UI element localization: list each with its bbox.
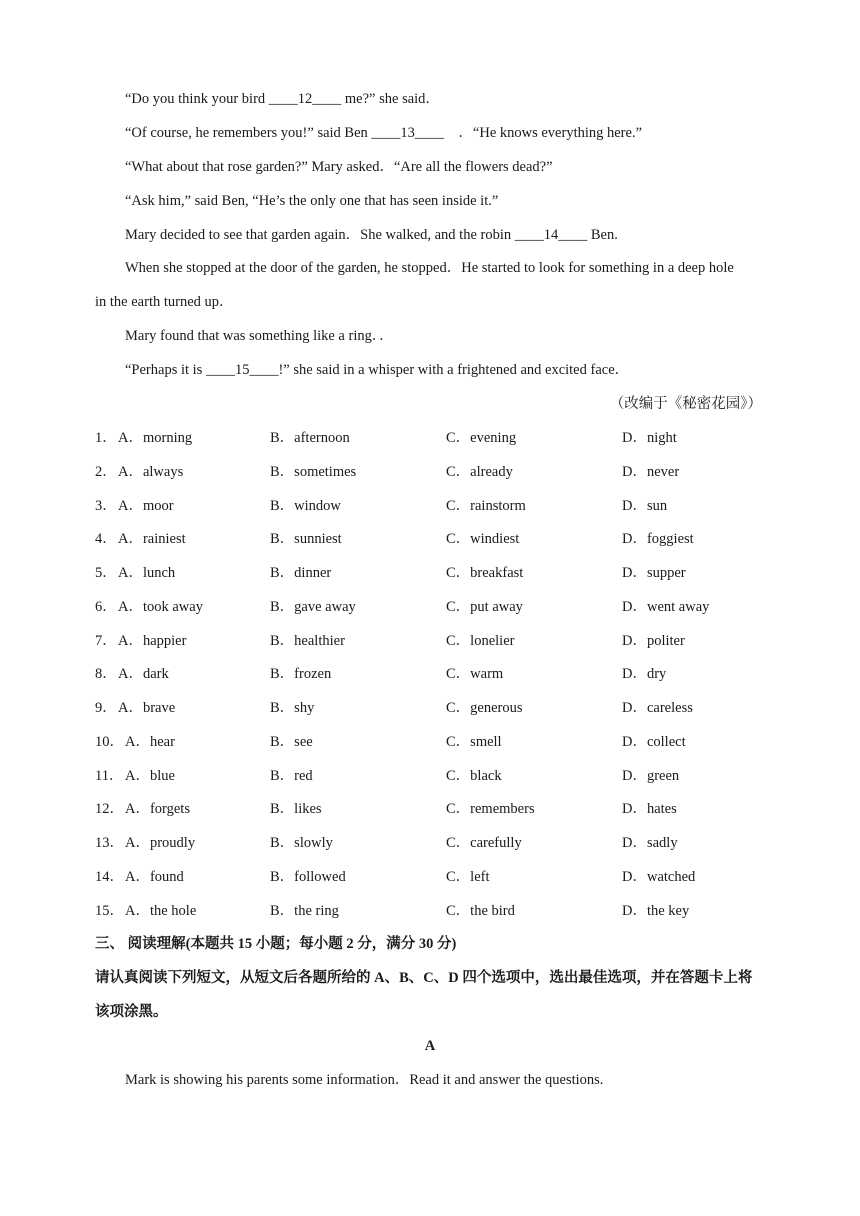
question-number: 3． <box>95 498 117 514</box>
option-c: C．warm <box>446 666 504 682</box>
passage-line: “Of course, he remembers you!” said Ben ____13____ ．“He knows everything here.” <box>125 125 643 141</box>
option-row <box>0 527 860 551</box>
option-d: D．careless <box>622 700 693 716</box>
option-d: D．hates <box>622 801 677 817</box>
passage-line: in the earth turned up． <box>95 294 234 310</box>
option-a: A．found <box>125 869 184 885</box>
passage-line: “What about that rose garden?” Mary asked．“Are all the flowers dead?” <box>125 159 553 175</box>
option-b: B．window <box>270 498 341 514</box>
option-row <box>0 494 860 518</box>
option-b: B．slowly <box>270 835 333 851</box>
option-b: B．dinner <box>270 565 332 581</box>
option-row <box>0 561 860 585</box>
question-number: 8． <box>95 666 117 682</box>
question-number: 5． <box>95 565 117 581</box>
passage-line: “Ask him,” said Ben, “He’s the only one that has seen inside it.” <box>125 193 499 209</box>
option-d: D．watched <box>622 869 696 885</box>
question-number: 1． <box>95 430 117 446</box>
option-a: A．rainiest <box>118 531 186 547</box>
option-c: C．windiest <box>446 531 520 547</box>
option-d: D．sadly <box>622 835 678 851</box>
option-c: C．generous <box>446 700 523 716</box>
option-c: C．put away <box>446 599 523 615</box>
option-d: D．the key <box>622 903 690 919</box>
option-a: A．proudly <box>125 835 196 851</box>
option-c: C．smell <box>446 734 502 750</box>
passage-line: When she stopped at the door of the garden, he stopped．He started to look for something in a deep hole <box>125 260 734 276</box>
passage-line: “Do you think your bird ____12____ me?” she said． <box>125 91 440 107</box>
question-number: 11． <box>95 768 124 784</box>
question-number: 7． <box>95 633 117 649</box>
option-b: B．the ring <box>270 903 339 919</box>
option-b: B．likes <box>270 801 322 817</box>
option-c: C．left <box>446 869 490 885</box>
passage-line: Mary decided to see that garden again．She walked, and the robin ____14____ Ben. <box>125 227 618 243</box>
option-a: A．took away <box>118 599 203 615</box>
option-b: B．gave away <box>270 599 356 615</box>
option-a: A．the hole <box>125 903 197 919</box>
passage-label: A <box>424 1038 436 1054</box>
option-a: A．hear <box>125 734 175 750</box>
option-b: B．sometimes <box>270 464 357 480</box>
option-c: C．black <box>446 768 502 784</box>
option-d: D．night <box>622 430 677 446</box>
option-row <box>0 831 860 855</box>
option-a: A．brave <box>118 700 176 716</box>
question-number: 12． <box>95 801 124 817</box>
option-b: B．red <box>270 768 313 784</box>
question-number: 9． <box>95 700 117 716</box>
question-number: 10． <box>95 734 124 750</box>
question-number: 6． <box>95 599 117 615</box>
passage-line: “Perhaps it is ____15____!” she said in a whisper with a frightened and excited face． <box>125 362 630 378</box>
option-row <box>0 764 860 788</box>
option-b: B．afternoon <box>270 430 350 446</box>
option-row <box>0 696 860 720</box>
option-d: D．sun <box>622 498 668 514</box>
option-b: B．followed <box>270 869 346 885</box>
option-c: C．lonelier <box>446 633 515 649</box>
option-b: B．sunniest <box>270 531 342 547</box>
option-b: B．healthier <box>270 633 345 649</box>
option-b: B．frozen <box>270 666 332 682</box>
option-row <box>0 730 860 754</box>
question-number: 2． <box>95 464 117 480</box>
question-number: 15． <box>95 903 124 919</box>
option-a: A．moor <box>118 498 174 514</box>
option-d: D．foggiest <box>622 531 694 547</box>
option-d: D．supper <box>622 565 686 581</box>
option-d: D．collect <box>622 734 686 750</box>
option-d: D．dry <box>622 666 667 682</box>
option-c: C．remembers <box>446 801 535 817</box>
question-number: 14． <box>95 869 124 885</box>
passage-intro: Mark is showing his parents some information．Read it and answer the questions. <box>125 1072 604 1088</box>
option-row <box>0 426 860 450</box>
instructions-line: 请认真阅读下列短文，从短文后各题所给的 A、B、C、D 四个选项中，选出最佳选项，并在答题卡上将 <box>95 970 753 986</box>
instructions-line: 该项涂黑。 <box>95 1004 168 1020</box>
option-row <box>0 797 860 821</box>
question-number: 4． <box>95 531 117 547</box>
option-row <box>0 629 860 653</box>
option-a: A．always <box>118 464 184 480</box>
option-b: B．see <box>270 734 313 750</box>
option-a: A．happier <box>118 633 187 649</box>
option-row <box>0 899 860 923</box>
option-row <box>0 595 860 619</box>
option-a: A．forgets <box>125 801 190 817</box>
option-b: B．shy <box>270 700 315 716</box>
option-c: C．carefully <box>446 835 522 851</box>
option-row <box>0 662 860 686</box>
source-note: （改编于《秘密花园》） <box>609 396 762 412</box>
option-row <box>0 865 860 889</box>
option-d: D．never <box>622 464 680 480</box>
option-d: D．green <box>622 768 680 784</box>
option-a: A．dark <box>118 666 169 682</box>
option-c: C．rainstorm <box>446 498 526 514</box>
option-c: C．breakfast <box>446 565 524 581</box>
option-c: C．the bird <box>446 903 515 919</box>
section-heading: 三、 阅读理解(本题共 15 小题；每小题 2 分，满分 30 分) <box>95 936 457 952</box>
option-a: A．morning <box>118 430 193 446</box>
option-c: C．already <box>446 464 513 480</box>
option-c: C．evening <box>446 430 517 446</box>
option-row <box>0 460 860 484</box>
option-d: D．went away <box>622 599 710 615</box>
option-a: A．lunch <box>118 565 176 581</box>
question-number: 13． <box>95 835 124 851</box>
option-d: D．politer <box>622 633 685 649</box>
option-a: A．blue <box>125 768 175 784</box>
passage-line: Mary found that was something like a ring．． <box>125 328 394 344</box>
